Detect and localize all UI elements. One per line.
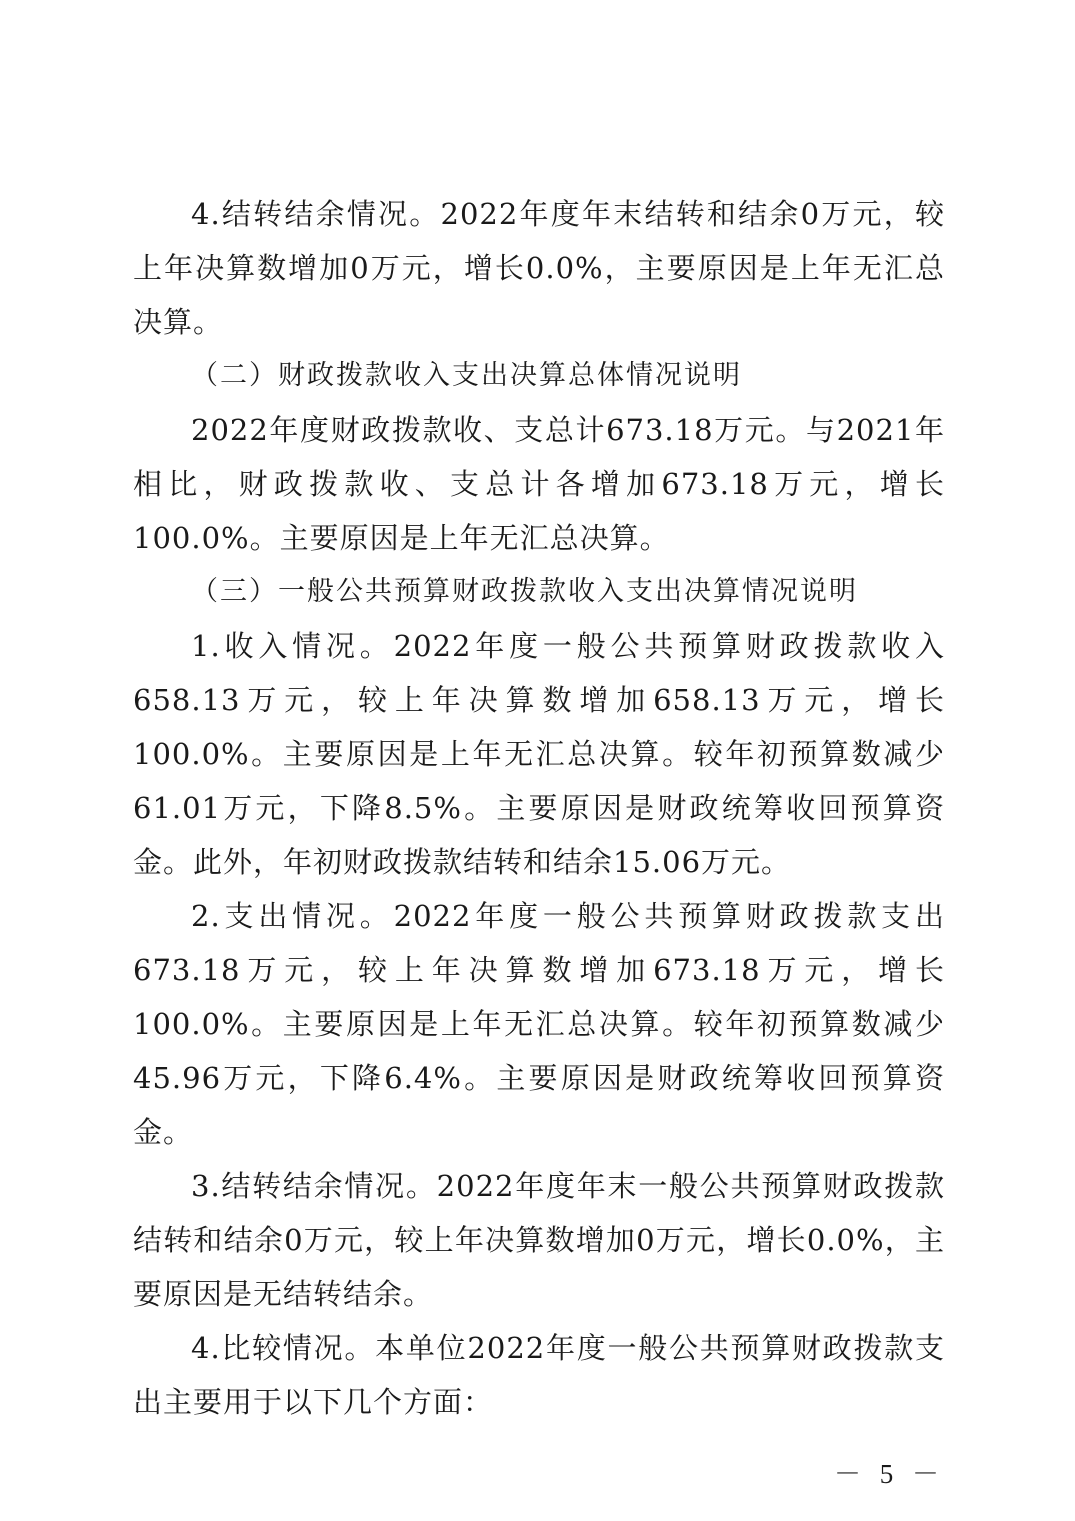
paragraph-carryover-total: 4.结转结余情况。2022年度年末结转和结余0万元，较上年决算数增加0万元，增长0.0%，主要原因是上年无汇总决算。: [133, 197, 945, 339]
page-body: [133, 187, 945, 1429]
page-number: － 5 －: [834, 1459, 945, 1489]
paragraph-fiscal-total: 2022年度财政拨款收、支总计673.18万元。与2021年相比，财政拨款收、支总计各增加673.18万元，增长100.0%。主要原因是上年无汇总决算。: [133, 413, 945, 555]
paragraph-expenditure: 2.支出情况。2022年度一般公共预算财政拨款支出673.18万元，较上年决算数增加673.18万元，增长100.0%。主要原因是上年无汇总决算。较年初预算数减少45.96万元，下降6.4%。主要原因是财政统筹收回预算资金。: [133, 899, 945, 1149]
section-heading-2: （二）财政拨款收入支出决算总体情况说明: [191, 360, 742, 391]
paragraph-income: 1.收入情况。2022年度一般公共预算财政拨款收入658.13万元，较上年决算数增加658.13万元，增长100.0%。主要原因是上年无汇总决算。较年初预算数减少61.01万元，下降8.5%。主要原因是财政统筹收回预算资金。此外，年初财政拨款结转和结余15.06万元。: [133, 629, 945, 879]
paragraph-comparison: 4.比较情况。本单位2022年度一般公共预算财政拨款支出主要用于以下几个方面：: [133, 1331, 945, 1419]
paragraph-carryover-general: 3.结转结余情况。2022年度年末一般公共预算财政拨款结转和结余0万元，较上年决算数增加0万元，增长0.0%，主要原因是无结转结余。: [133, 1169, 945, 1311]
section-heading-3: （三）一般公共预算财政拨款收入支出决算情况说明: [191, 576, 858, 607]
